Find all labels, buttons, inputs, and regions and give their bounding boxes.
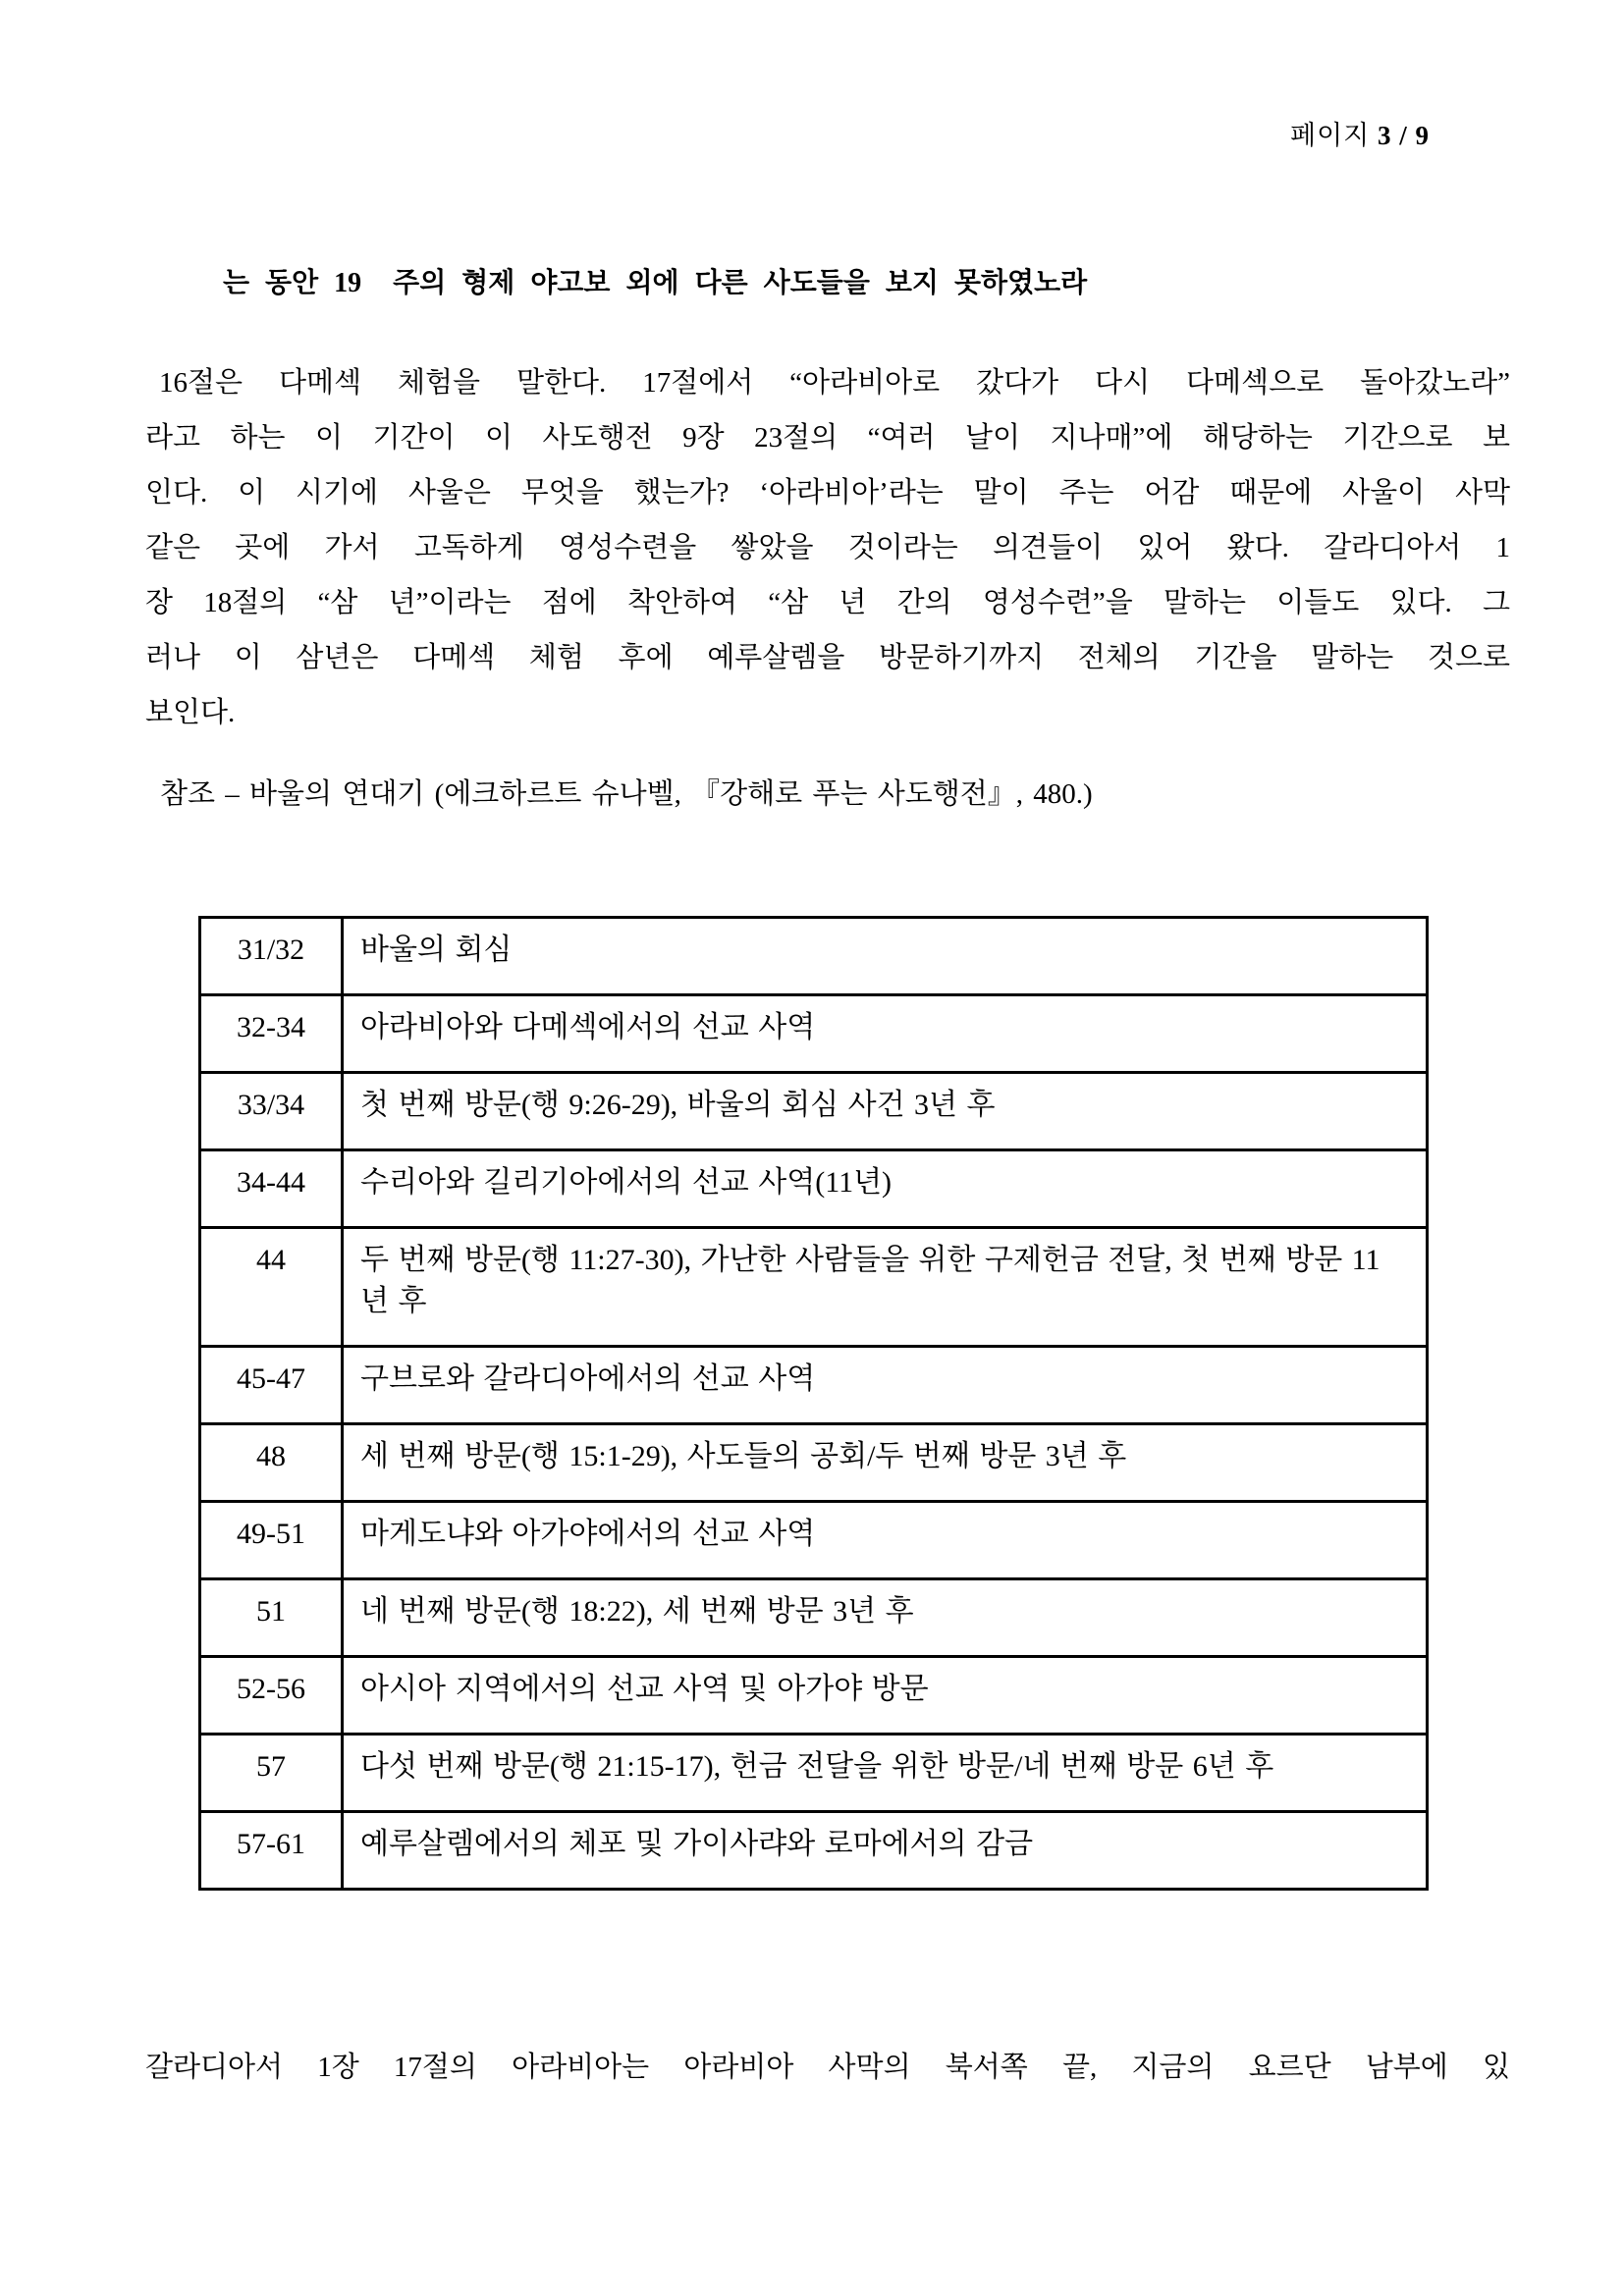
paragraph-line: 같은 곳에 가서 고독하게 영성수련을 쌓았을 것이라는 의견들이 있어 왔다. 갈라디아서 1: [145, 532, 1510, 563]
paragraph-line: 보인다.: [145, 697, 236, 728]
year-cell: 44: [200, 1228, 343, 1347]
event-cell: 바울의 회심: [343, 918, 1428, 995]
event-cell: 두 번째 방문(행 11:27-30), 가난한 사람들을 위한 구제헌금 전달, 첫 번째 방문 11년 후: [343, 1228, 1428, 1347]
event-cell: 예루살렘에서의 체포 및 가이사랴와 로마에서의 감금: [343, 1812, 1428, 1890]
chronology-table: [198, 916, 1429, 1891]
table-row: [200, 1502, 1428, 1579]
year-cell: 31/32: [200, 918, 343, 995]
event-cell: 마게도냐와 아가야에서의 선교 사역: [343, 1502, 1428, 1579]
paragraph-line: 러나 이 삼년은 다메섹 체험 후에 예루살렘을 방문하기까지 전체의 기간을 말하는 것으로: [145, 642, 1510, 673]
year-cell: 51: [200, 1579, 343, 1657]
year-cell: 48: [200, 1424, 343, 1502]
event-cell: 세 번째 방문(행 15:1-29), 사도들의 공회/두 번째 방문 3년 후: [343, 1424, 1428, 1502]
paragraph-line: 16절은 다메섹 체험을 말한다. 17절에서 “아라비아로 갔다가 다시 다메섹으로 돌아갔노라”: [159, 367, 1510, 399]
event-cell: 아라비아와 다메섹에서의 선교 사역: [343, 995, 1428, 1073]
table-row: [200, 1150, 1428, 1228]
table-row: [200, 1073, 1428, 1150]
year-cell: 33/34: [200, 1073, 343, 1150]
event-cell: 구브로와 갈라디아에서의 선교 사역: [343, 1347, 1428, 1424]
page-number: [0, 114, 1430, 152]
year-cell: 32-34: [200, 995, 343, 1073]
event-cell: 아시아 지역에서의 선교 사역 및 아가야 방문: [343, 1657, 1428, 1735]
table-row: [200, 1812, 1428, 1890]
year-cell: 57: [200, 1735, 343, 1812]
table-row: [200, 1735, 1428, 1812]
page-number-value: 3 / 9: [1377, 121, 1430, 150]
body-paragraph-2: 갈라디아서 1장 17절의 아라비아는 아라비아 사막의 북서쪽 끝, 지금의 요르단 남부에 있: [145, 2052, 1510, 2083]
table-row: [200, 995, 1428, 1073]
table-row: [200, 918, 1428, 995]
event-cell: 네 번째 방문(행 18:22), 세 번째 방문 3년 후: [343, 1579, 1428, 1657]
table-row: [200, 1347, 1428, 1424]
year-cell: 49-51: [200, 1502, 343, 1579]
year-cell: 57-61: [200, 1812, 343, 1890]
year-cell: 34-44: [200, 1150, 343, 1228]
table-row: [200, 1657, 1428, 1735]
paragraph-line: 장 18절의 “삼 년”이라는 점에 착안하여 “삼 년 간의 영성수련”을 말하는 이들도 있다. 그: [145, 587, 1510, 618]
table-row: [200, 1228, 1428, 1347]
event-cell: 첫 번째 방문(행 9:26-29), 바울의 회심 사건 3년 후: [343, 1073, 1428, 1150]
reference-citation: 참조 – 바울의 연대기 (에크하르트 슈나벨, 『강해로 푸는 사도행전』, 480.): [160, 778, 1093, 810]
event-cell: 다섯 번째 방문(행 21:15-17), 헌금 전달을 위한 방문/네 번째 방문 6년 후: [343, 1735, 1428, 1812]
scripture-heading: 는 동안 19 주의 형제 야고보 외에 다른 사도들을 보지 못하였노라: [223, 268, 1088, 298]
paragraph-line: 인다. 이 시기에 사울은 무엇을 했는가? ‘아라비아’라는 말이 주는 어감 때문에 사울이 사막: [145, 477, 1510, 508]
event-cell: 수리아와 길리기아에서의 선교 사역(11년): [343, 1150, 1428, 1228]
page-number-label: 페이지: [1289, 121, 1371, 150]
year-cell: 45-47: [200, 1347, 343, 1424]
table-row: [200, 1579, 1428, 1657]
year-cell: 52-56: [200, 1657, 343, 1735]
paragraph-line: 라고 하는 이 기간이 이 사도행전 9장 23절의 “여러 날이 지나매”에 해당하는 기간으로 보: [145, 422, 1510, 454]
table-row: [200, 1424, 1428, 1502]
body-paragraph-1: [145, 355, 1510, 740]
